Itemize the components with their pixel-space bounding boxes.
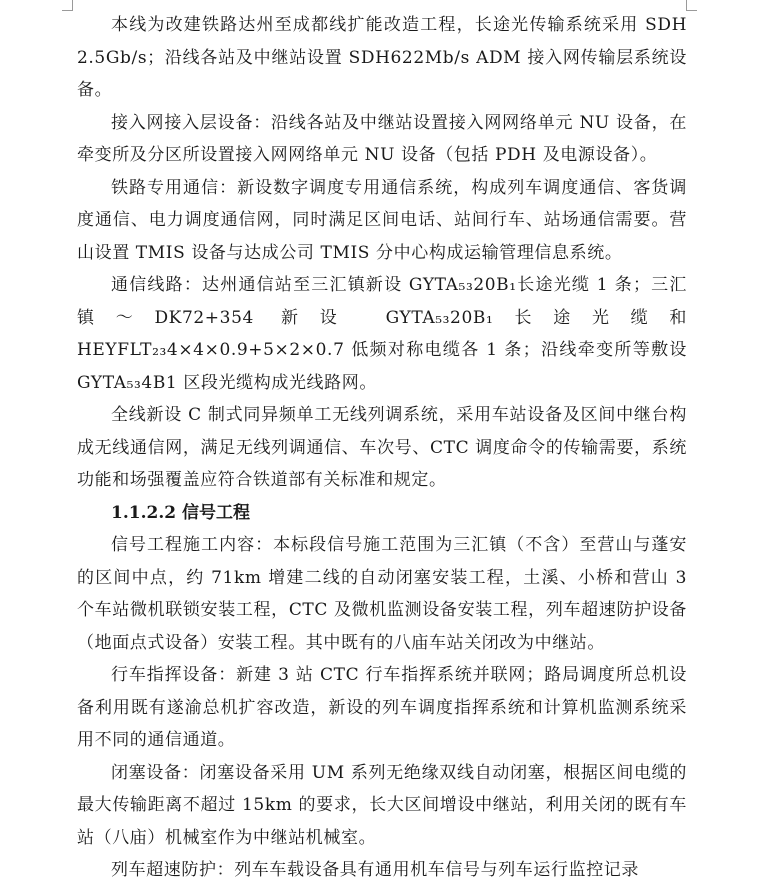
document-body xyxy=(77,9,687,887)
paragraph-overspeed-protection: 列车超速防护：列车车载设备具有通用机车信号与列车运行监控记录 xyxy=(111,860,639,880)
paragraph-dispatch-equipment: 行车指挥设备：新建 3 站 CTC 行车指挥系统并联网；路局调度所总机设备利用既有遂渝总机扩容改造，新设的列车调度指挥系统和计算机监测系统采用不同的通信通道。 xyxy=(77,665,687,750)
paragraph-transmission: 本线为改建铁路达州至成都线扩能改造工程，长途光传输系统采用 SDH 2.5Gb/s；沿线各站及中继站设置 SDH622Mb/s ADM 接入网传输层系统设备。 xyxy=(77,15,687,100)
section-heading: 1.1.2.2 信号工程 xyxy=(111,502,250,523)
paragraph-signal-scope: 信号工程施工内容：本标段信号施工范围为三汇镇（不含）至营山与蓬安的区间中点，约 71km 增建二线的自动闭塞安装工程，土溪、小桥和营山 3 个车站微机联锁安装工程，CTC 及微机监测设备安装工程，列车超速防护设备（地面点式设备）安装工程。其中既有的八庙车站关闭改为中继站。 xyxy=(77,535,687,653)
paragraph-communication-lines: 通信线路：达州通信站至三汇镇新设 GYTA₅₃20B₁长途光缆 1 条；三汇镇～DK72+354 新设 GYTA₅₃20B₁长途光缆和 HEYFLT₂₃4×4×0.9+5×2×0.7 低频对称电缆各 1 条；沿线牵变所等敷设 GYTA₅₃4B1 区段光缆构成光线路网。 xyxy=(77,275,687,393)
paragraph-railway-communication: 铁路专用通信：新设数字调度专用通信系统，构成列车调度通信、客货调度通信、电力调度通信网，同时满足区间电话、站间行车、站场通信需要。营山设置 TMIS 设备与达成公司 TMIS 分中心构成运输管理信息系统。 xyxy=(77,177,687,263)
paragraph-access-network: 接入网接入层设备：沿线各站及中继站设置接入网网络单元 NU 设备，在牵变所及分区所设置接入网网络单元 NU 设备（包括 PDH 及电源设备）。 xyxy=(77,112,687,165)
margin-corner-mark-right xyxy=(686,0,697,11)
margin-corner-mark-left xyxy=(62,0,73,11)
paragraph-radio-dispatch: 全线新设 C 制式同异频单工无线列调系统，采用车站设备及区间中继台构成无线通信网，满足无线列调通信、车次号、CTC 调度命令的传输需要，系统功能和场强覆盖应符合铁道部有关标准和规定。 xyxy=(77,405,687,490)
paragraph-block-equipment: 闭塞设备：闭塞设备采用 UM 系列无绝缘双线自动闭塞，根据区间电缆的最大传输距离不超过 15km 的要求，长大区间增设中继站，利用关闭的既有车站（八庙）机械室作为中继站机械室。 xyxy=(77,762,687,848)
